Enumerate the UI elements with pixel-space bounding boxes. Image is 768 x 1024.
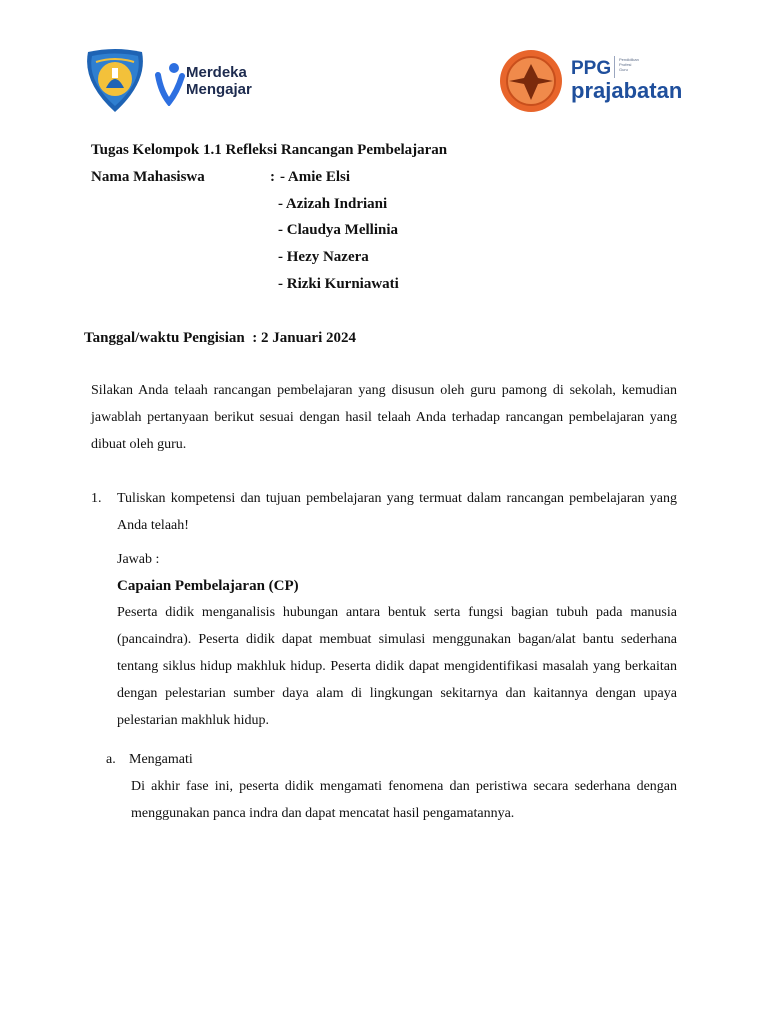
brand-divider: [614, 56, 615, 78]
cp-heading: Capaian Pembelajaran (CP): [117, 578, 299, 594]
logo-right-group: [498, 48, 683, 114]
ppg-note-line-2: Profesi: [619, 62, 632, 67]
question-number: 1.: [91, 491, 102, 506]
member-name: - Rizki Kurniawati: [278, 276, 399, 292]
intro-paragraph: Silakan Anda telaah rancangan pembelajaran yang disusun oleh guru pamong di sekolah, kemudian jawablah pertanyaan berikut sesuai dengan hasil telaah Anda terhadap rancangan pembelajaran yang dibuat oleh guru.: [91, 383, 677, 452]
brand-line-2: Mengajar: [186, 81, 252, 98]
question-text: Tuliskan kompetensi dan tujuan pembelajaran yang termuat dalam rancangan pembelajaran yang Anda telaah!: [117, 491, 677, 533]
merdeka-mengajar-mark-icon: [155, 62, 185, 106]
prajabatan-wordmark: prajabatan: [571, 78, 683, 103]
assignment-title: Tugas Kelompok 1.1 Refleksi Rancangan Pembelajaran: [91, 142, 448, 158]
ppg-wordmark: PPG: [571, 58, 612, 79]
member-name: - Azizah Indriani: [278, 196, 388, 212]
name-separator: :: [270, 169, 275, 185]
ppg-note-line-1: Pendidikan: [619, 57, 639, 62]
cp-paragraph: Peserta didik menganalisis hubungan antara bentuk serta fungsi bagian tubuh pada manusia (pancaindra). Peserta didik dapat membuat simulasi menggunakan bagan/alat bantu sederhana tentang siklus hidup makhluk hidup. Peserta didik dapat mengidentifikasi masalah yang berkaitan dengan pelestarian sumber daya alam di lingkungan sekitarnya dan kaitannya dengan upaya pelestarian makhluk hidup.: [117, 605, 677, 728]
logo-left-group: [82, 48, 262, 114]
subpoint-title: Mengamati: [129, 752, 193, 767]
member-name: - Amie Elsi: [280, 169, 350, 185]
tut-wuri-handayani-logo-icon: [82, 48, 148, 114]
name-label: Nama Mahasiswa: [91, 169, 205, 185]
member-name: - Hezy Nazera: [278, 249, 369, 265]
brand-line-1: Merdeka: [186, 64, 247, 81]
date-line: Tanggal/waktu Pengisian : 2 Januari 2024: [84, 330, 356, 346]
merdeka-mengajar-wordmark: [186, 64, 252, 98]
member-name: - Claudya Mellinia: [278, 222, 399, 238]
subpoint-letter: a.: [106, 752, 116, 767]
institution-seal-icon: [498, 48, 564, 114]
ppg-note-line-3: Guru: [619, 67, 628, 72]
answer-label: Jawab :: [117, 552, 160, 567]
ppg-note: [619, 57, 639, 72]
subpoint-paragraph: Di akhir fase ini, peserta didik mengamati fenomena dan peristiwa secara sederhana dengan menggunakan panca indra dan dapat mencatat hasil pengamatannya.: [131, 779, 677, 821]
